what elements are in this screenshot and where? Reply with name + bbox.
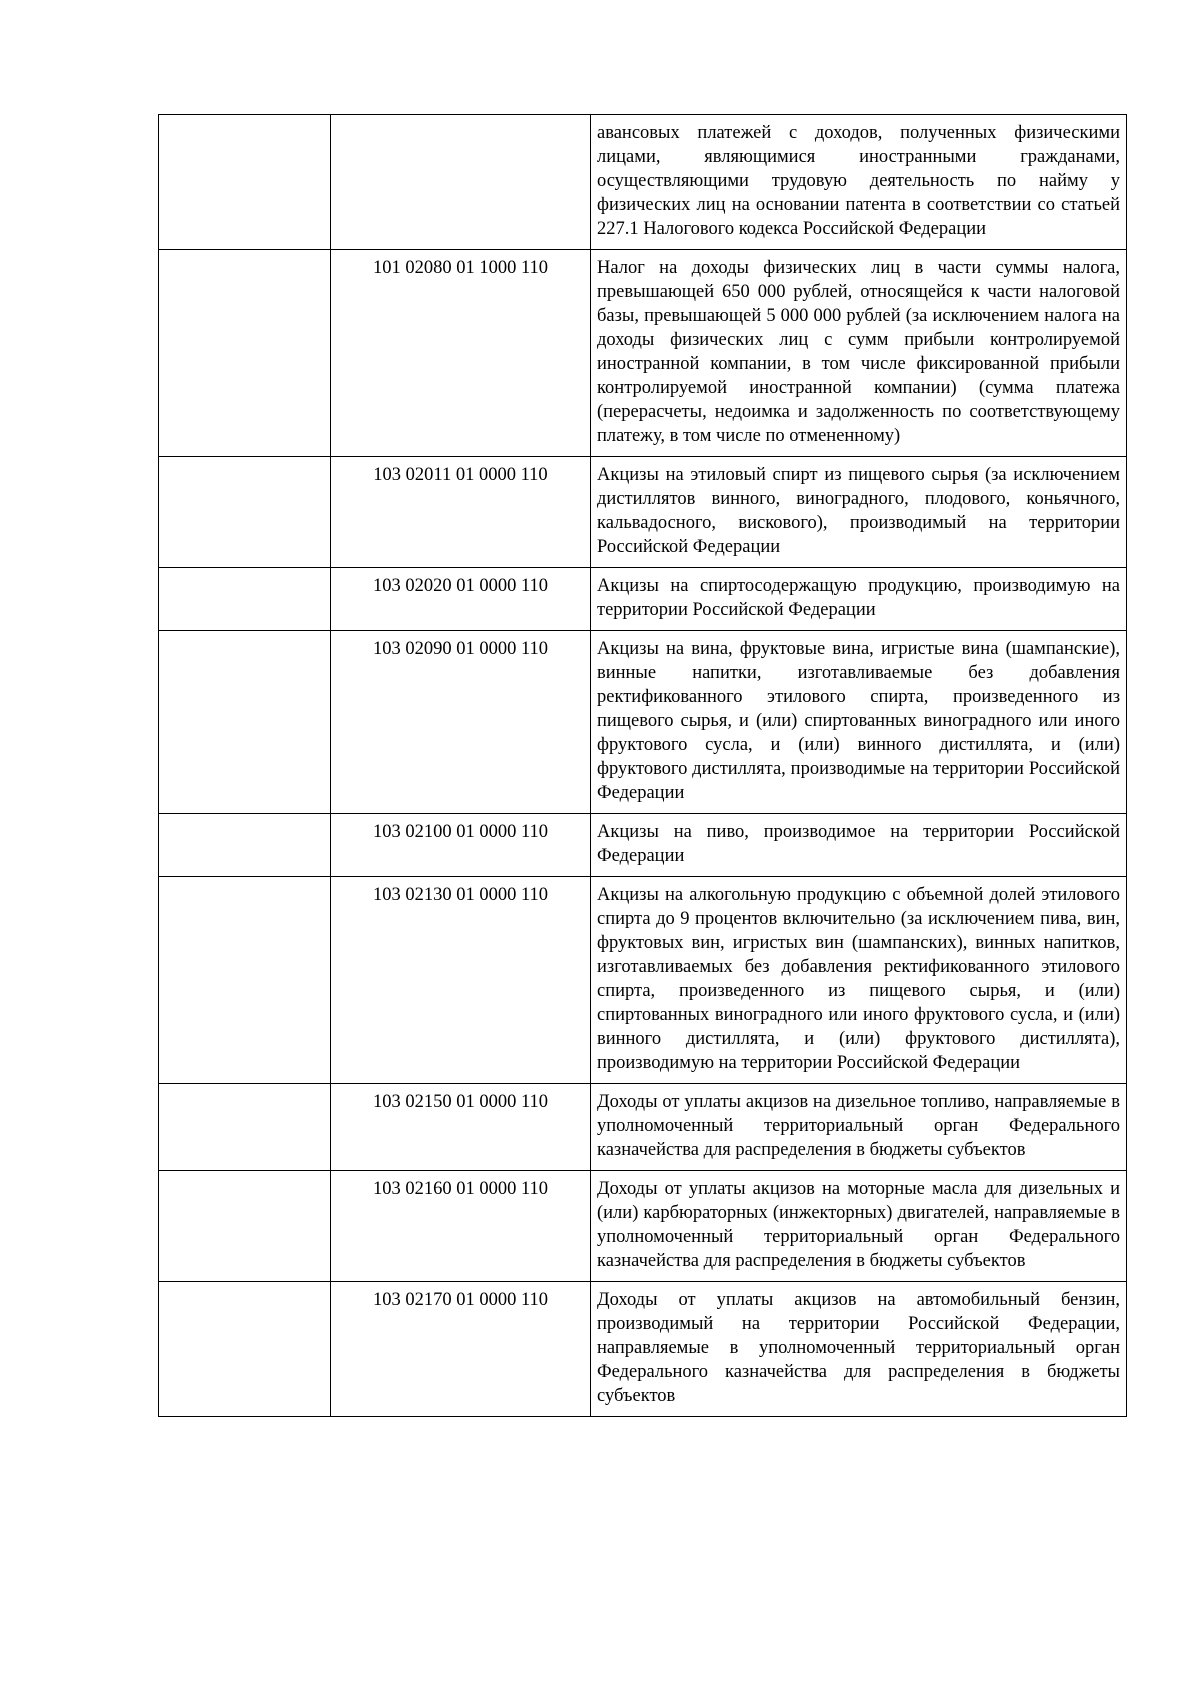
row-number-cell: [159, 631, 331, 814]
table-row: [159, 115, 1127, 250]
table-row: [159, 1084, 1127, 1171]
row-number-cell: [159, 1282, 331, 1417]
row-number-cell: [159, 1171, 331, 1282]
description-cell: Акцизы на алкогольную продукцию с объемной долей этилового спирта до 9 процентов включительно (за исключением пива, вин, фруктовых вин, игристых вин (шампанских), винных напитков, изготавливаемых без добавления ректификованного этилового спирта, произведенного из пищевого сырья, и (или) спиртованных виноградного или иного фруктового сусла, и (или) винного дистиллята, и (или) фруктового дистиллята), производимую на территории Российской Федерации: [591, 877, 1127, 1084]
code-cell: 103 02100 01 0000 110: [331, 814, 591, 877]
code-cell: [331, 115, 591, 250]
row-number-cell: [159, 250, 331, 457]
description-cell: Акцизы на вина, фруктовые вина, игристые вина (шампанские), винные напитки, изготавливаемые без добавления ректификованного этилового спирта, произведенного из пищевого сырья, и (или) спиртованных виноградного или иного фруктового сусла, и (или) винного дистиллята, и (или) фруктового дистиллята, производимые на территории Российской Федерации: [591, 631, 1127, 814]
description-cell: Налог на доходы физических лиц в части суммы налога, превышающей 650 000 рублей, относящейся к части налоговой базы, превышающей 5 000 000 рублей (за исключением налога на доходы физических лиц с сумм прибыли контролируемой иностранной компании, в том числе фиксированной прибыли контролируемой иностранной компании) (сумма платежа (перерасчеты, недоимка и задолженность по соответствующему платежу, в том числе по отмененному): [591, 250, 1127, 457]
row-number-cell: [159, 457, 331, 568]
code-cell: 103 02130 01 0000 110: [331, 877, 591, 1084]
table-row: [159, 568, 1127, 631]
table-row: [159, 814, 1127, 877]
code-cell: 101 02080 01 1000 110: [331, 250, 591, 457]
code-cell: 103 02011 01 0000 110: [331, 457, 591, 568]
description-cell: Доходы от уплаты акцизов на автомобильный бензин, производимый на территории Российской Федерации, направляемые в уполномоченный территориальный орган Федерального казначейства для распределения в бюджеты субъектов: [591, 1282, 1127, 1417]
code-cell: 103 02150 01 0000 110: [331, 1084, 591, 1171]
row-number-cell: [159, 1084, 331, 1171]
row-number-cell: [159, 877, 331, 1084]
table-row: [159, 877, 1127, 1084]
description-cell: Акцизы на пиво, производимое на территории Российской Федерации: [591, 814, 1127, 877]
row-number-cell: [159, 568, 331, 631]
code-cell: 103 02160 01 0000 110: [331, 1171, 591, 1282]
row-number-cell: [159, 115, 331, 250]
table-row: [159, 457, 1127, 568]
description-cell: Акцизы на спиртосодержащую продукцию, производимую на территории Российской Федерации: [591, 568, 1127, 631]
row-number-cell: [159, 814, 331, 877]
code-cell: 103 02020 01 0000 110: [331, 568, 591, 631]
table-body: [159, 115, 1127, 1417]
revenue-codes-table: [158, 114, 1127, 1417]
description-cell: Акцизы на этиловый спирт из пищевого сырья (за исключением дистиллятов винного, виноградного, плодового, коньячного, кальвадосного, вискового), производимый на территории Российской Федерации: [591, 457, 1127, 568]
table-row: [159, 631, 1127, 814]
description-cell: Доходы от уплаты акцизов на дизельное топливо, направляемые в уполномоченный территориальный орган Федерального казначейства для распределения в бюджеты субъектов: [591, 1084, 1127, 1171]
code-cell: 103 02170 01 0000 110: [331, 1282, 591, 1417]
table-row: [159, 250, 1127, 457]
code-cell: 103 02090 01 0000 110: [331, 631, 591, 814]
description-cell: Доходы от уплаты акцизов на моторные масла для дизельных и (или) карбюраторных (инжекторных) двигателей, направляемые в уполномоченный территориальный орган Федерального казначейства для распределения в бюджеты субъектов: [591, 1171, 1127, 1282]
table-row: [159, 1171, 1127, 1282]
description-cell: авансовых платежей с доходов, полученных физическими лицами, являющимися иностранными гражданами, осуществляющими трудовую деятельность по найму у физических лиц на основании патента в соответствии со статьей 227.1 Налогового кодекса Российской Федерации: [591, 115, 1127, 250]
table-row: [159, 1282, 1127, 1417]
